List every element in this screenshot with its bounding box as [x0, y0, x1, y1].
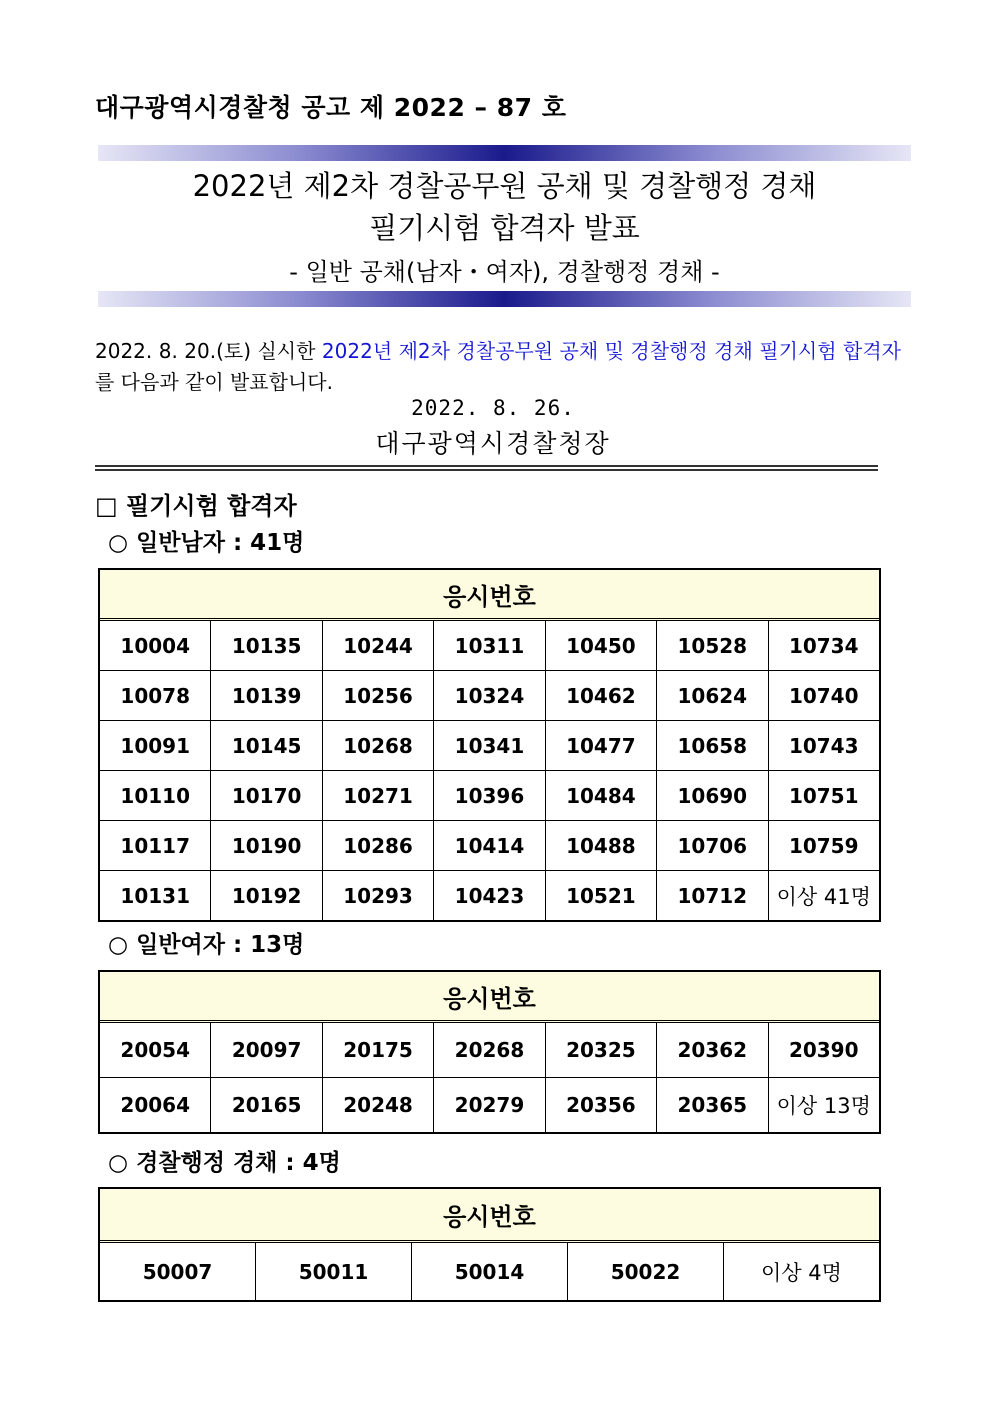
issuer: 대구광역시경찰청장 [375, 429, 611, 458]
applicant-number-cell: 20248 [322, 1078, 433, 1132]
applicant-number-cell: 10091 [120, 733, 190, 758]
title-band-bottom [98, 291, 911, 307]
title-band-top [98, 145, 911, 161]
applicant-number-cell: 10414 [433, 821, 544, 870]
applicant-number-cell: 10190 [210, 821, 321, 870]
intro-text-start: 2022. 8. 20.(토) 실시한 [95, 339, 322, 363]
table-row [100, 720, 879, 770]
applicant-number-cell: 10690 [656, 771, 767, 820]
applicant-number-cell: 50011 [255, 1243, 411, 1300]
applicant-number-cell: 10528 [656, 621, 767, 670]
applicant-number-cell: 20362 [656, 1023, 767, 1077]
applicant-number-cell: 10740 [768, 671, 879, 720]
applicant-number-cell: 10706 [656, 821, 767, 870]
applicant-number-cell: 10145 [210, 721, 321, 770]
table-body [100, 1023, 879, 1132]
applicant-number-cell: 10324 [433, 671, 544, 720]
applicant-number-cell: 10658 [656, 721, 767, 770]
total-cell: 이상 4명 [723, 1243, 879, 1300]
table-row [100, 770, 879, 820]
applicant-number-cell: 10734 [768, 621, 879, 670]
applicant-number-cell: 10462 [545, 671, 656, 720]
applicant-number-cell: 20356 [545, 1078, 656, 1132]
total-cell: 이상 41명 [768, 871, 879, 920]
table-row [100, 820, 879, 870]
applicant-number-cell: 10139 [210, 671, 321, 720]
applicant-number-cell: 10192 [210, 871, 321, 920]
title-line-1: 2022년 제2차 경찰공무원 공채 및 경찰행정 경채 [192, 169, 817, 203]
intro-paragraph [95, 336, 901, 398]
applicant-number-cell: 20064 [120, 1093, 190, 1117]
applicant-number-cell: 10341 [433, 721, 544, 770]
applicant-number-cell: 20175 [322, 1023, 433, 1077]
applicant-number-cell: 20279 [433, 1078, 544, 1132]
table-row [100, 621, 879, 670]
table-row [100, 1077, 879, 1132]
applicant-number-cell: 10004 [120, 633, 190, 658]
applicant-number-cell: 10244 [322, 621, 433, 670]
intro-highlight: 2022년 제2차 경찰공무원 공채 및 경찰행정 경채 필기시험 합격자 [321, 339, 901, 363]
applicant-number-cell: 10712 [656, 871, 767, 920]
passers-table-admin [98, 1187, 881, 1302]
table-body [100, 621, 879, 920]
applicant-number-cell: 10311 [433, 621, 544, 670]
table-row [100, 670, 879, 720]
passers-table-male [98, 568, 881, 922]
applicant-number-cell: 20054 [120, 1038, 190, 1062]
title-line-2: 필기시험 합격자 발표 [369, 211, 640, 245]
applicant-number-cell: 10624 [656, 671, 767, 720]
applicant-number-cell: 50014 [411, 1243, 567, 1300]
applicant-number-cell: 10484 [545, 771, 656, 820]
applicant-number-cell: 10396 [433, 771, 544, 820]
group-label-admin: ○ 경찰행정 경채 : 4명 [108, 1150, 341, 1176]
applicant-number-cell: 10268 [322, 721, 433, 770]
group-label-male: ○ 일반남자 : 41명 [108, 530, 305, 556]
table-header: 응시번호 [100, 570, 879, 621]
announcement-date: 2022. 8. 26. [411, 396, 575, 420]
applicant-number-cell: 10488 [545, 821, 656, 870]
table-header: 응시번호 [100, 972, 879, 1023]
applicant-number-cell: 10271 [322, 771, 433, 820]
applicant-number-cell: 50022 [567, 1243, 723, 1300]
notice-number: 대구광역시경찰청 공고 제 2022 – 87 호 [95, 93, 567, 122]
applicant-number-cell: 10743 [768, 721, 879, 770]
intro-text-end: 를 다음과 같이 발표합니다. [95, 370, 333, 394]
table-header: 응시번호 [100, 1189, 879, 1243]
applicant-number-cell: 20097 [210, 1023, 321, 1077]
applicant-number-cell: 20165 [210, 1078, 321, 1132]
total-cell: 이상 13명 [768, 1078, 879, 1132]
applicant-number-cell: 50007 [142, 1259, 213, 1284]
table-row [100, 870, 879, 920]
applicant-number-cell: 10131 [120, 883, 190, 908]
applicant-number-cell: 10521 [545, 871, 656, 920]
applicant-number-cell: 20325 [545, 1023, 656, 1077]
applicant-number-cell: 10477 [545, 721, 656, 770]
applicant-number-cell: 20390 [768, 1023, 879, 1077]
table-row [100, 1243, 879, 1300]
applicant-number-cell: 10170 [210, 771, 321, 820]
applicant-number-cell: 10256 [322, 671, 433, 720]
applicant-number-cell: 10293 [322, 871, 433, 920]
section-title: □ 필기시험 합격자 [95, 492, 297, 520]
applicant-number-cell: 10751 [768, 771, 879, 820]
applicant-number-cell: 20268 [433, 1023, 544, 1077]
applicant-number-cell: 10423 [433, 871, 544, 920]
table-row [100, 1023, 879, 1077]
applicant-number-cell: 10286 [322, 821, 433, 870]
applicant-number-cell: 10110 [120, 783, 190, 808]
applicant-number-cell: 10759 [768, 821, 879, 870]
applicant-number-cell: 10117 [120, 833, 190, 858]
group-label-female: ○ 일반여자 : 13명 [108, 932, 305, 958]
applicant-number-cell: 10078 [120, 683, 190, 708]
passers-table-female [98, 970, 881, 1134]
applicant-number-cell: 10450 [545, 621, 656, 670]
applicant-number-cell: 10135 [210, 621, 321, 670]
subtitle: - 일반 공채(남자・여자), 경찰행정 경채 - [289, 258, 720, 286]
applicant-number-cell: 20365 [656, 1078, 767, 1132]
double-divider [95, 465, 878, 471]
table-body [100, 1243, 879, 1300]
